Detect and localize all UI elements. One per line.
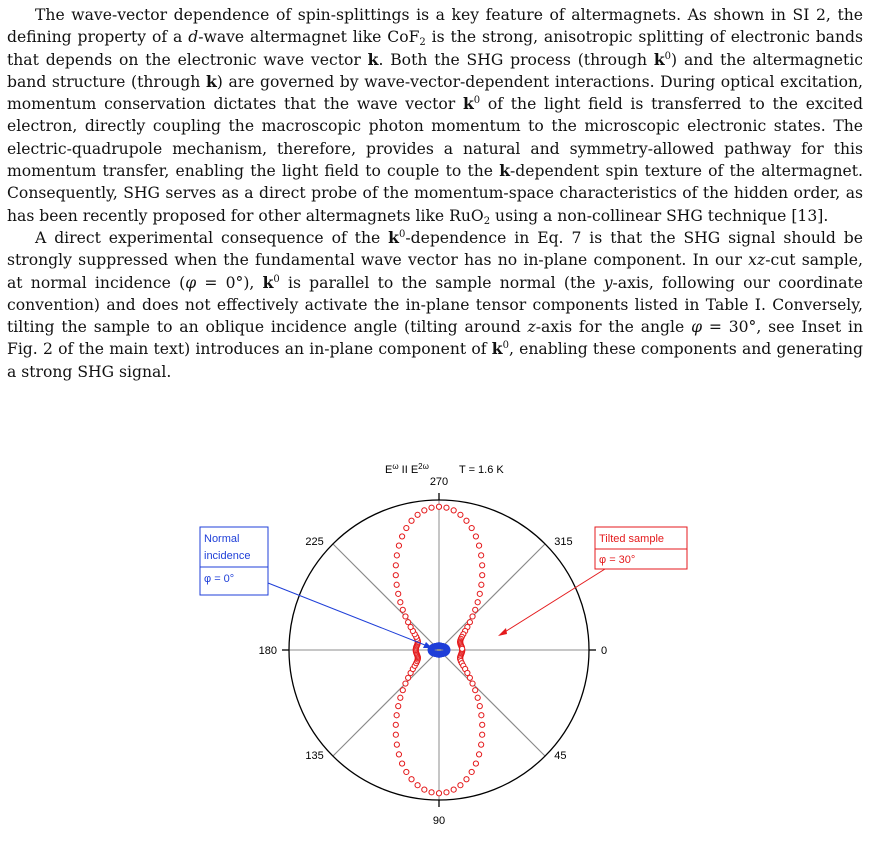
data-point — [403, 681, 408, 686]
data-point — [429, 790, 434, 795]
text-segment: k — [653, 49, 665, 69]
text-segment: = 30°, see Inset in Fig. 2 of the main text) introduces an in-plane component of — [7, 318, 863, 359]
text-segment: . Both the SHG process (through — [378, 50, 654, 69]
data-point — [480, 722, 485, 727]
data-point — [406, 620, 411, 625]
data-point — [415, 512, 420, 517]
text-segment: A direct experimental consequence of the — [35, 228, 389, 247]
data-point — [464, 518, 469, 523]
data-point — [477, 591, 482, 596]
data-point — [469, 525, 474, 530]
text-segment: is parallel to the sample normal (the — [279, 273, 604, 292]
data-point — [451, 787, 456, 792]
data-point — [480, 563, 485, 568]
data-point — [429, 505, 434, 510]
text-segment: z — [527, 318, 536, 337]
data-point — [422, 787, 427, 792]
text-segment: -wave altermagnet like CoF — [198, 28, 420, 47]
data-point — [473, 534, 478, 539]
data-point — [403, 614, 408, 619]
angle-tick-label: 135 — [305, 750, 324, 763]
data-point — [400, 761, 405, 766]
data-point — [409, 518, 414, 523]
data-point — [409, 777, 414, 782]
data-point — [396, 704, 401, 709]
text-segment: xz — [748, 251, 766, 270]
data-point — [444, 505, 449, 510]
angle-tick-label: 315 — [554, 535, 573, 548]
text-segment: -dependence in Eq. 7 is that the SHG signal should be strongly suppressed when the fundamental wave vector has no in-plane component. In our — [7, 228, 863, 270]
data-point — [476, 543, 481, 548]
data-point — [479, 742, 484, 747]
text-segment: 0 — [502, 340, 509, 352]
data-point — [475, 600, 480, 605]
data-point — [473, 607, 478, 612]
polar-chart — [180, 455, 700, 845]
text-segment: 0 — [664, 50, 672, 62]
data-point — [398, 695, 403, 700]
data-point — [479, 713, 484, 718]
text-segment: -axis for the angle — [535, 318, 692, 337]
text-segment: 0 — [273, 273, 280, 285]
data-point — [444, 646, 450, 652]
text-segment: φ — [691, 318, 702, 337]
data-point — [436, 791, 441, 796]
text-segment: 0 — [473, 95, 481, 107]
data-point — [480, 573, 485, 578]
data-point — [473, 688, 478, 693]
paragraph-2 — [7, 227, 863, 383]
data-point — [393, 573, 398, 578]
data-point — [479, 582, 484, 587]
text-segment: -cut sample, at normal incidence ( — [7, 251, 863, 292]
body-text — [7, 4, 863, 383]
annotation-tilted-line1: Tilted sample — [599, 533, 665, 545]
text-segment: -dependent spin texture of the altermagnet. Consequently, SHG serves as a direct probe of the momentum-space characteristics of the hidden order, as has been recently proposed for other altermagnets like RuO — [7, 162, 864, 225]
text-segment: The wave-vector dependence of spin-splittings is a key feature of altermagnets. As shown in SI 2, the defining property of a — [7, 6, 863, 47]
text-segment: is the strong, anisotropic splitting of electronic bands that depends on the electronic wave vector — [7, 28, 863, 69]
data-point — [480, 732, 485, 737]
data-point — [458, 783, 463, 788]
annotation-normal-line2: incidence — [204, 550, 251, 562]
data-point — [467, 675, 472, 680]
chart-title-polarization: $E^\omega$ II $E^{2\omega}$ — [385, 462, 429, 476]
data-point — [415, 783, 420, 788]
text-segment: y — [603, 273, 613, 292]
text-segment: = 0°), — [196, 273, 263, 292]
data-point — [460, 646, 465, 651]
angle-tick-label: 270 — [429, 476, 449, 488]
text-segment: φ — [185, 273, 197, 292]
data-point — [394, 582, 399, 587]
data-point — [396, 543, 401, 548]
data-point — [479, 553, 484, 558]
data-point — [470, 614, 475, 619]
data-point — [400, 688, 405, 693]
text-segment: -axis, following our coordinate convention) and does not effectively activate the in-plane tensor components listed in Table I. Conversely, tilting the sample to an oblique incidence angle (tilting around — [7, 273, 863, 337]
data-point — [473, 761, 478, 766]
angle-tick-label: 45 — [554, 750, 567, 763]
data-point — [394, 713, 399, 718]
text-segment: k — [491, 339, 503, 359]
data-point — [470, 681, 475, 686]
data-point — [422, 508, 427, 513]
data-point — [469, 769, 474, 774]
text-segment: k — [262, 272, 274, 292]
text-segment: k — [462, 94, 474, 114]
text-segment: k — [367, 49, 379, 69]
data-point — [393, 722, 398, 727]
annotation-arrow-tilted — [500, 569, 605, 635]
text-segment: using a non-collinear SHG technique [13]. — [490, 206, 829, 225]
arrowhead — [498, 628, 507, 636]
data-point — [436, 504, 441, 509]
text-segment: 0 — [398, 228, 406, 240]
text-segment: k — [205, 71, 217, 91]
data-point — [458, 512, 463, 517]
data-point — [394, 553, 399, 558]
data-point — [464, 777, 469, 782]
data-point — [393, 732, 398, 737]
data-point — [396, 752, 401, 757]
angle-tick-label: 180 — [258, 645, 277, 657]
annotation-normal-line1: Normal — [204, 533, 240, 545]
text-segment: 2 — [419, 37, 426, 49]
angle-tick-label: 225 — [305, 535, 324, 548]
text-segment: , enabling these components and generating a strong SHG signal. — [7, 340, 863, 381]
data-point — [398, 600, 403, 605]
data-point — [393, 563, 398, 568]
text-segment: k — [499, 161, 510, 181]
data-point — [400, 534, 405, 539]
polar-figure — [180, 455, 700, 845]
annotation-tilted-line2: φ = 30° — [599, 554, 636, 566]
text-segment: d — [188, 28, 199, 47]
text-segment: 2 — [483, 215, 491, 227]
data-point — [475, 695, 480, 700]
angle-tick-label: 90 — [432, 815, 446, 827]
text-segment: ) are governed by wave-vector-dependent interactions. During optical excitation, momentum conservation dictates that the wave vector — [7, 72, 863, 114]
data-point — [477, 704, 482, 709]
data-point — [394, 742, 399, 747]
data-point — [396, 591, 401, 596]
paragraph-1 — [7, 4, 863, 227]
text-segment: of the light field is transferred to the excited electron, directly coupling the macroscopic photon momentum to the microscopic electronic states. The electric-quadrupole mechanism, therefore, provides a natural and symmetry-allowed pathway for this momentum transfer, enabling the light field to couple to the — [7, 95, 863, 181]
text-segment: k — [388, 227, 399, 247]
data-point — [400, 607, 405, 612]
data-point — [404, 769, 409, 774]
data-point — [404, 525, 409, 530]
angle-tick-label: 0 — [601, 645, 608, 657]
data-point — [476, 752, 481, 757]
annotation-normal-line3: φ = 0° — [204, 573, 235, 585]
data-point — [444, 790, 449, 795]
chart-temperature: T = 1.6 K — [459, 464, 504, 476]
data-point — [451, 508, 456, 513]
text-segment: ) and the altermagnetic band structure (through — [7, 50, 864, 91]
